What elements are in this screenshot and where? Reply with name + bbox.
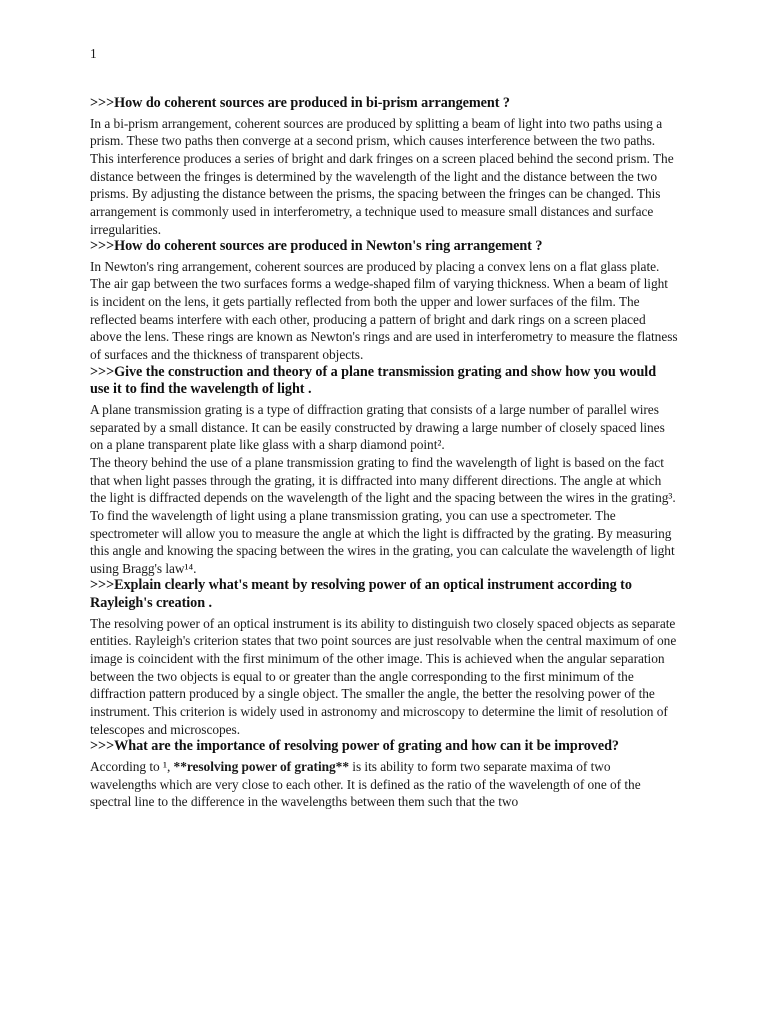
text-run: is its ability to form two separate maxima of two wavelengths which are very close to each other. It is defined as the ratio of the wavelength of one of the spectral line to the difference in the wavelengths between them such that the two (90, 758, 641, 810)
section-newtons-rings (90, 238, 678, 364)
answer-paragraph (90, 758, 678, 811)
document-body (90, 95, 678, 811)
section-grating-resolving-power (90, 738, 678, 811)
section-biprism (90, 95, 678, 238)
section-resolving-power (90, 577, 678, 738)
answer-paragraph: The theory behind the use of a plane transmission grating to find the wavelength of light is based on the fact that when light passes through the grating, it is diffracted into many different directions. The angle at which the light is diffracted depends on the wavelength of the light and the spacing between the wires in the grating³. (90, 454, 676, 506)
answer-paragraph: In a bi-prism arrangement, coherent sources are produced by splitting a beam of light into two paths using a prism. These two paths then converge at a second prism, which causes interference between the two paths. This interference produces a series of bright and dark fringes on a screen placed behind the second prism. The distance between the fringes is determined by the wavelength of the light and the distance between the two prisms. By adjusting the distance between the prisms, the spacing between the fringes can be changed. This arrangement is commonly used in interferometry, a technique used to measure small distances and surface irregularities. (90, 115, 674, 237)
question-heading: >>>What are the importance of resolving power of grating and how can it be improved? (90, 738, 619, 755)
page-number: 1 (90, 46, 97, 61)
question-heading: >>>Explain clearly what's meant by resolving power of an optical instrument according to Rayleigh's creation . (90, 577, 632, 612)
answer-paragraph: The resolving power of an optical instrument is its ability to distinguish two closely spaced objects as separate entities. Rayleigh's criterion states that two point sources are just resolvable when the central maximum of one image is coincident with the first minimum of the other image. This is achieved when the angular separation between the two objects is equal to or greater than the angle corresponding to the first minimum of the diffraction pattern produced by a single object. The smaller the angle, the better the resolving power of the instrument. This criterion is widely used in astronomy and microscopy to determine the limit of resolution of telescopes and microscopes. (90, 615, 677, 737)
question-heading: >>>Give the construction and theory of a plane transmission grating and show how you would use it to find the wavelength of light . (90, 363, 657, 398)
question-heading: >>>How do coherent sources are produced in Newton's ring arrangement ? (90, 238, 543, 255)
answer-paragraph: A plane transmission grating is a type of diffraction grating that consists of a large number of parallel wires separated by a small distance. It can be easily constructed by drawing a large number of closely spaced lines on a plane transparent plate like glass with a sharp diamond point². (90, 401, 665, 453)
answer-paragraph: To find the wavelength of light using a plane transmission grating, you can use a spectrometer. The spectrometer will allow you to measure the angle at which the light is diffracted by the grating. By measuring this angle and knowing the spacing between the wires in the grating, you can calculate the wavelength of light using Bragg's law¹⁴. (90, 507, 675, 576)
answer-paragraph: In Newton's ring arrangement, coherent sources are produced by placing a convex lens on a flat glass plate. The air gap between the two surfaces forms a wedge-shaped film of varying thickness. When a beam of light is incident on the lens, it gets partially reflected from both the upper and lower surfaces of the film. The reflected beams interfere with each other, producing a pattern of bright and dark rings on a screen placed above the lens. These rings are known as Newton's rings and are used in interferometry to measure the flatness of surfaces and the thickness of transparent objects. (90, 258, 678, 363)
section-transmission-grating (90, 364, 678, 578)
question-heading: >>>How do coherent sources are produced in bi-prism arrangement ? (90, 95, 510, 111)
bold-term: **resolving power of grating** (173, 758, 349, 774)
text-run: According to ¹, (90, 758, 174, 774)
